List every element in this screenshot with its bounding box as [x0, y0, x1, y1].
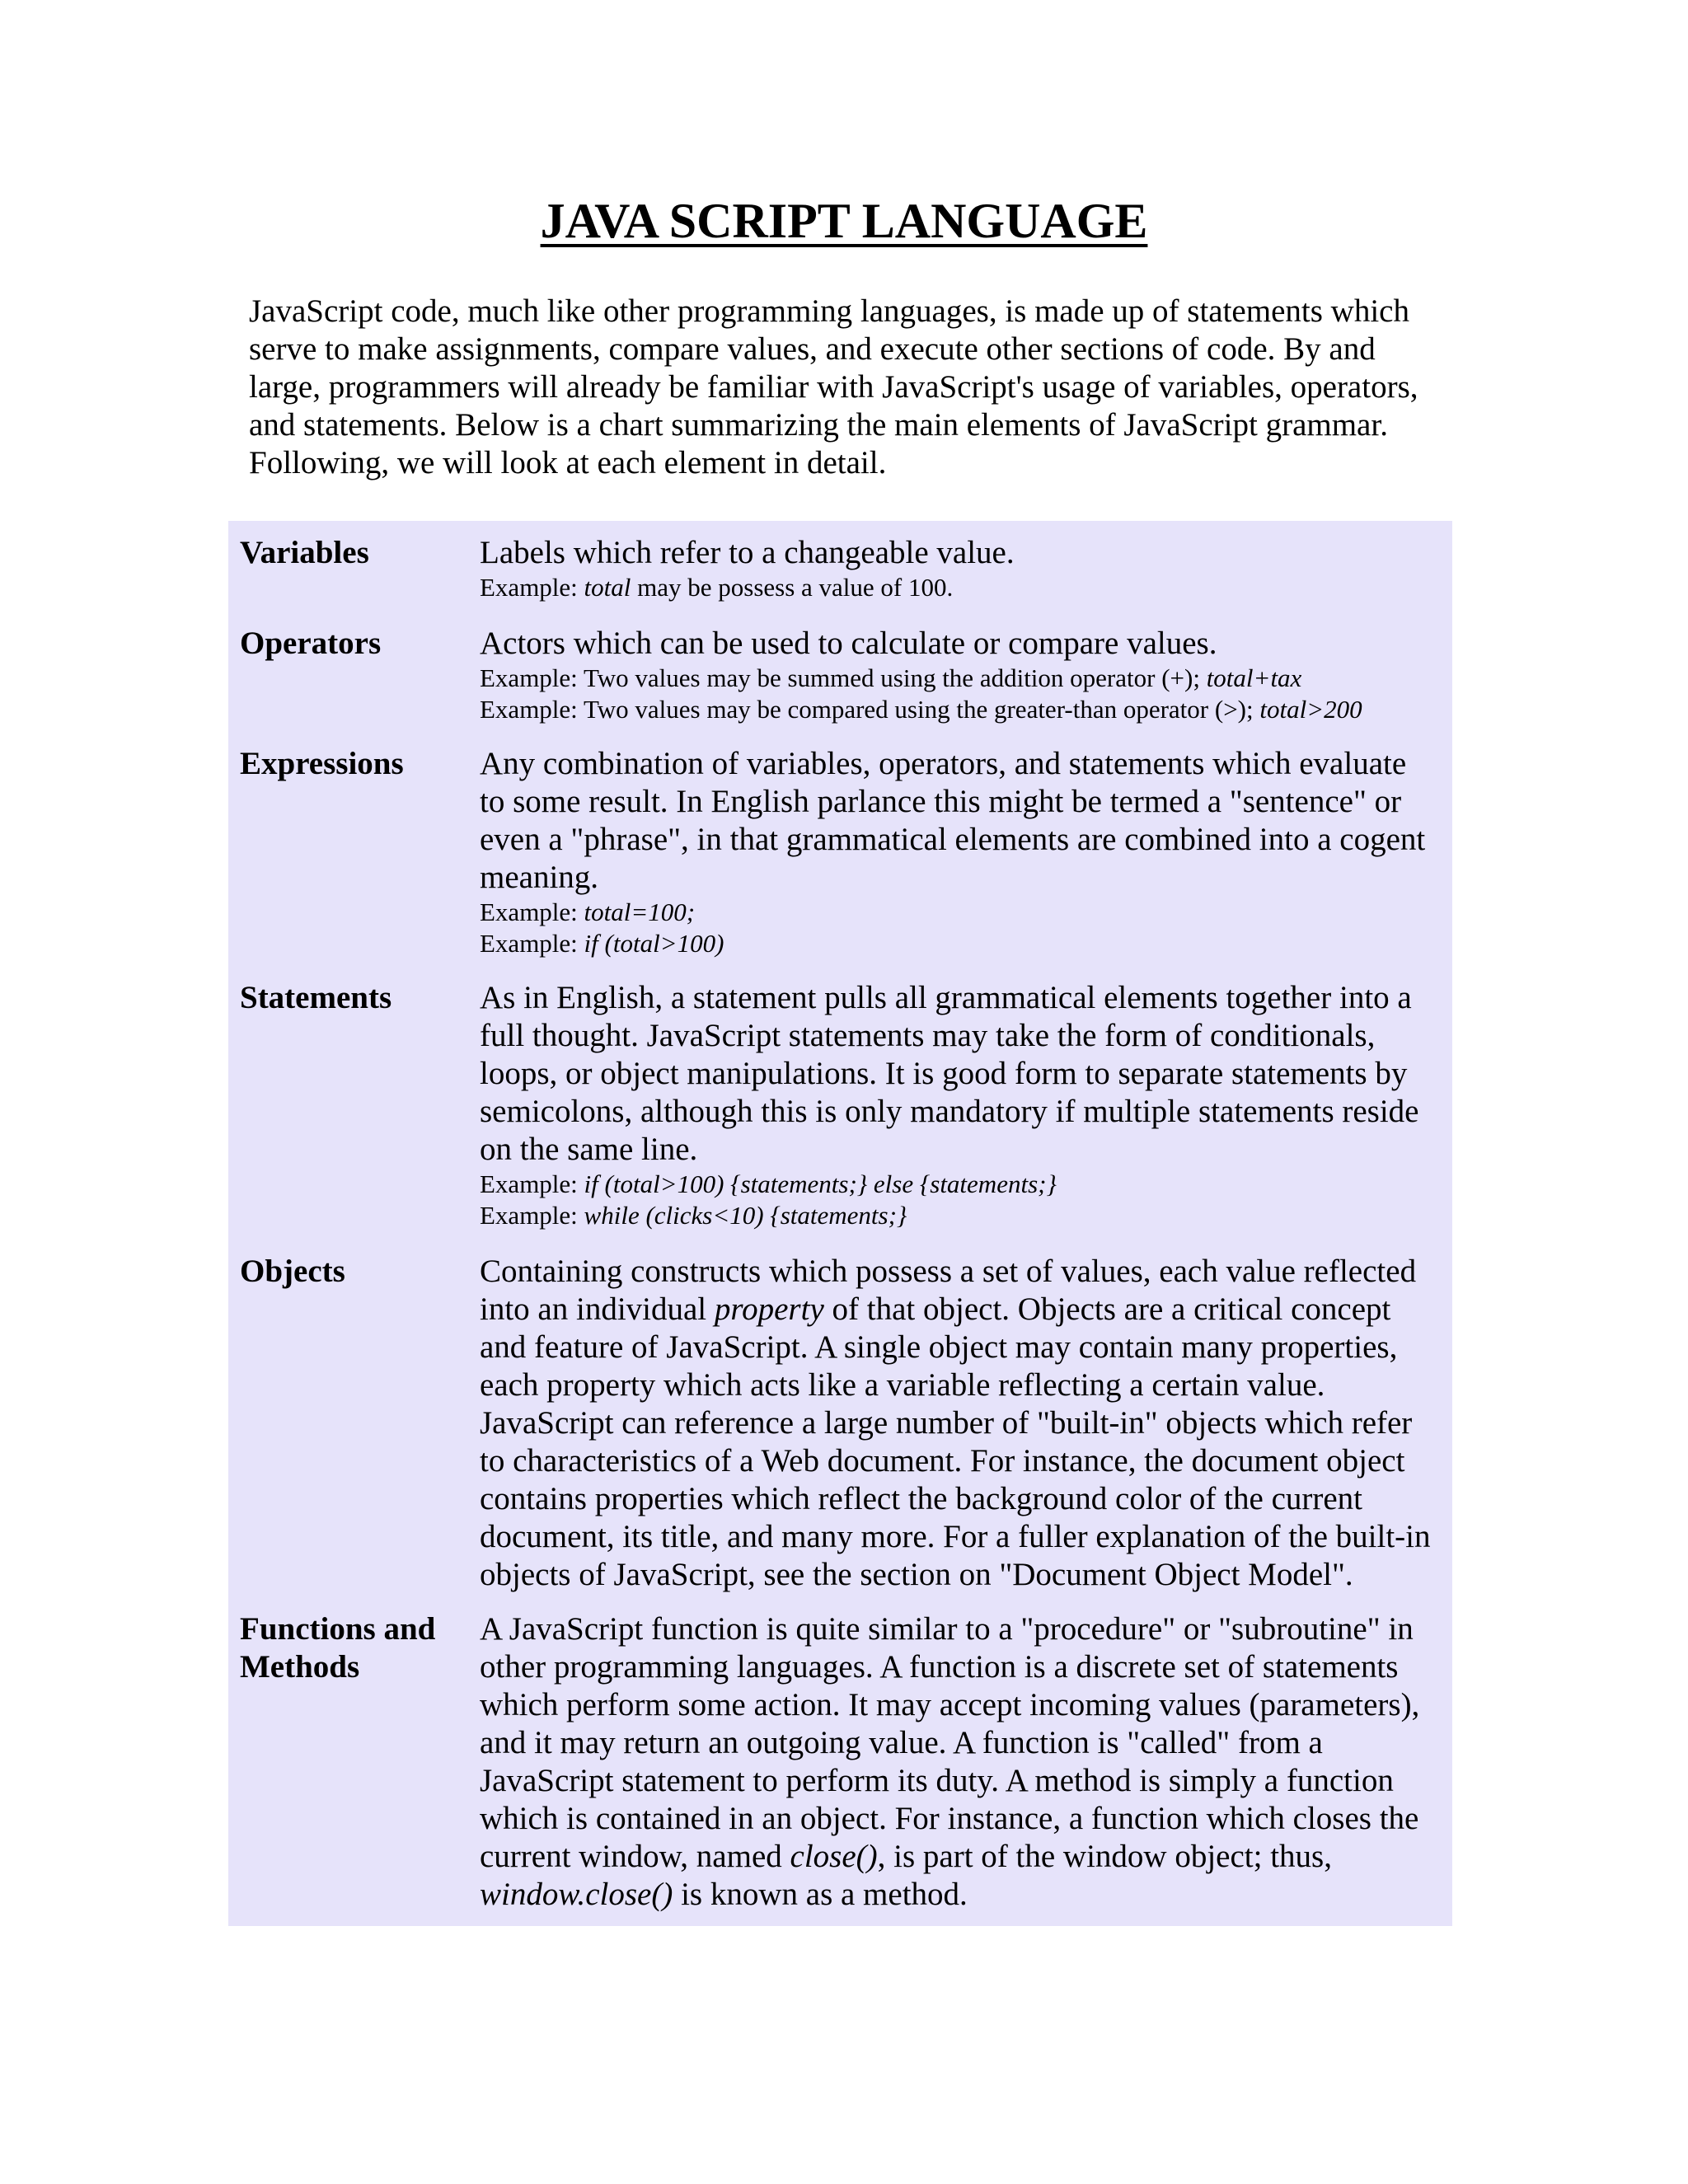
description-line: contains properties which reflect the background color of the current — [480, 1481, 1362, 1516]
description-line: meaning. — [480, 860, 599, 895]
description-line: other programming languages. A function is a discrete set of statements — [480, 1649, 1399, 1685]
term-cell — [240, 1253, 479, 1291]
term-cell — [240, 1610, 479, 1686]
term-cell — [240, 625, 479, 663]
example-line: Example: Two values may be compared using the greater-than operator (>); total>200 — [480, 695, 1362, 724]
example-line: Example: while (clicks<10) {statements;} — [480, 1201, 907, 1230]
description-line: As in English, a statement pulls all grammatical elements together into a — [480, 980, 1412, 1015]
description-line: Labels which refer to a changeable value. — [480, 535, 1015, 570]
description-line: which perform some action. It may accept incoming values (parameters), — [480, 1687, 1420, 1722]
description-line: Actors which can be used to calculate or compare values. — [480, 626, 1217, 661]
description-line: and feature of JavaScript. A single object may contain many properties, — [480, 1329, 1398, 1365]
term-label: Expressions — [240, 746, 404, 781]
page-title: JAVA SCRIPT LANGUAGE — [540, 194, 1148, 248]
intro-line: JavaScript code, much like other programming languages, is made up of statements which — [249, 293, 1409, 329]
example-line: Example: if (total>100) — [480, 929, 724, 958]
example-line: Example: total may be possess a value of 100. — [480, 573, 954, 602]
description-line: and it may return an outgoing value. A function is "called" from a — [480, 1725, 1323, 1760]
example-line: Example: if (total>100) {statements;} else {statements;} — [480, 1169, 1057, 1198]
example-line: Example: Two values may be summed using the addition operator (+); total+tax — [480, 663, 1302, 692]
intro-paragraph — [249, 293, 1461, 482]
term-label: Operators — [240, 626, 382, 661]
description-line: into an individual property of that object. Objects are a critical concept — [480, 1291, 1391, 1327]
description-line: JavaScript statement to perform its duty. A method is simply a function — [480, 1763, 1394, 1798]
term-label: Methods — [240, 1649, 360, 1685]
description-cell — [480, 979, 1448, 1231]
description-line: JavaScript can reference a large number of "built-in" objects which refer — [480, 1405, 1413, 1441]
term-label: Variables — [240, 535, 369, 570]
term-label: Functions and — [240, 1611, 436, 1647]
description-line: full thought. JavaScript statements may take the form of conditionals, — [480, 1018, 1376, 1053]
description-line: which is contained in an object. For instance, a function which closes the — [480, 1801, 1419, 1836]
description-line: A JavaScript function is quite similar to a "procedure" or "subroutine" in — [480, 1611, 1414, 1647]
term-label: Statements — [240, 980, 392, 1015]
intro-line: Following, we will look at each element in detail. — [249, 445, 887, 480]
description-cell — [480, 625, 1448, 725]
term-cell — [240, 979, 479, 1017]
term-label: Objects — [240, 1254, 345, 1289]
grammar-table — [228, 521, 1452, 1926]
description-line: document, its title, and many more. For a fuller explanation of the built-in — [480, 1519, 1431, 1554]
description-cell — [480, 745, 1448, 959]
term-cell — [240, 534, 479, 572]
description-cell — [480, 1610, 1448, 1914]
description-line: each property which acts like a variable reflecting a certain value. — [480, 1367, 1325, 1403]
description-line: loops, or object manipulations. It is good form to separate statements by — [480, 1056, 1408, 1091]
description-line: to characteristics of a Web document. For instance, the document object — [480, 1443, 1405, 1479]
intro-line: serve to make assignments, compare values, and execute other sections of code. By and — [249, 331, 1376, 367]
description-cell — [480, 1253, 1448, 1594]
intro-line: large, programmers will already be familiar with JavaScript's usage of variables, operators, — [249, 369, 1418, 405]
intro-line: and statements. Below is a chart summarizing the main elements of JavaScript grammar. — [249, 407, 1388, 443]
description-line: current window, named close(), is part of the window object; thus, — [480, 1839, 1332, 1874]
description-line: to some result. In English parlance this might be termed a "sentence" or — [480, 784, 1402, 819]
term-cell — [240, 745, 479, 783]
description-line: on the same line. — [480, 1132, 698, 1167]
description-line: semicolons, although this is only mandatory if multiple statements reside — [480, 1094, 1419, 1129]
description-line: even a "phrase", in that grammatical elements are combined into a cogent — [480, 822, 1426, 857]
description-line: window.close() is known as a method. — [480, 1877, 968, 1912]
description-line: Any combination of variables, operators, and statements which evaluate — [480, 746, 1407, 781]
description-cell — [480, 534, 1448, 603]
description-line: objects of JavaScript, see the section on "Document Object Model". — [480, 1557, 1353, 1592]
description-line: Containing constructs which possess a set of values, each value reflected — [480, 1254, 1417, 1289]
example-line: Example: total=100; — [480, 898, 696, 926]
